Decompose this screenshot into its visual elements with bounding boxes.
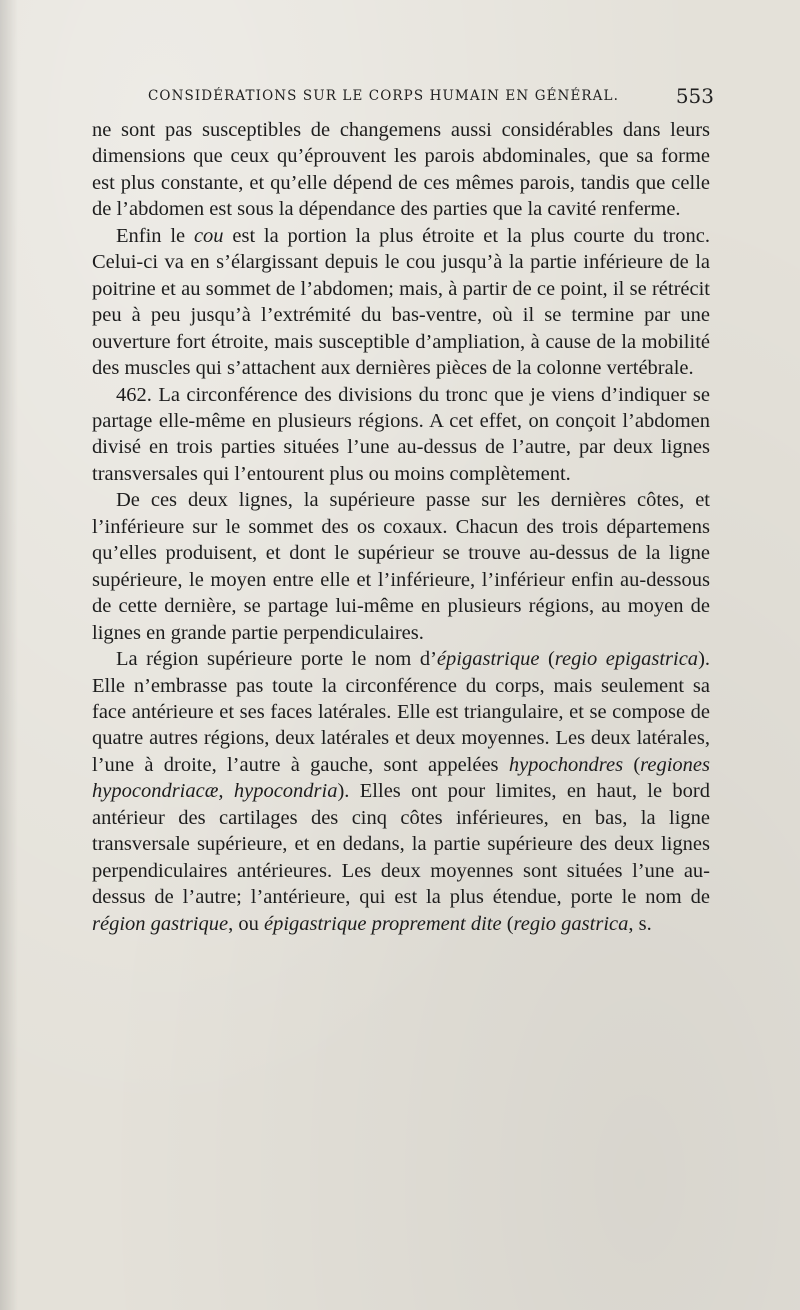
italic-term: regio epigastrica (554, 648, 699, 671)
paragraph (92, 223, 710, 382)
text-run: 462. La circonférence des divisions du tronc que je viens d’indiquer se partage elle-même en plusieurs régions. A cet effet, on conçoit l’abdomen divisé en trois parties situées l’une au-dessus de l’autre, par deux lignes transversales qui l’entourent plus ou moins complètement. (92, 383, 710, 485)
text-run: ( (501, 912, 514, 935)
text-run: De ces deux lignes, la supérieure passe sur les dernières côtes, et l’inférieure sur le sommet des os coxaux. Chacun des trois départemens qu’elles produisent, et dont le supérieur se trouve au-dessus de la ligne supérieure, le moyen entre elle et l’inférieure, l’inférieur enfin au-dessous de cette dernière, se partage lui-même en plusieurs régions, au moyen de lignes en grande partie perpendiculaires. (92, 489, 710, 644)
text-run: , ou (228, 912, 264, 935)
italic-term: regiones hypocondriacæ, hypocondria (92, 753, 711, 803)
text-run: ). Elle n’embrasse pas toute la circonférence du corps, mais seulement sa face antérieure et ses faces latérales. Elle est triangulaire, et se compose de quatre autres régions, deux latérales et deux moyennes. Les deux latérales, l’une à droite, l’autre à gauche, sont appelées (92, 648, 711, 776)
text-run: ( (623, 753, 641, 776)
paragraph (92, 382, 710, 488)
body-text (92, 117, 710, 937)
paragraph (92, 646, 710, 937)
page-number: 553 (675, 84, 714, 108)
text-run: , s. (628, 912, 652, 935)
italic-term: hypochondres (508, 753, 624, 776)
italic-term: cou (193, 224, 224, 247)
text-run: est la portion la plus étroite et la plus courte du tronc. Celui-ci va en s’élargissant depuis le cou jusqu’à la partie inférieure de la poitrine et au sommet de l’abdomen; mais, à partir de ce point, il se rétrécit peu à peu jusqu’à l’extrémité du bas-ventre, où il se termine par une ouverture fort étroite, mais susceptible d’ampliation, à cause de la mobilité des muscles qui s’attachent aux dernières pièces de la colonne vertébrale. (92, 224, 711, 380)
text-run: ( (539, 648, 555, 671)
text-run: Enfin le (116, 224, 194, 247)
text-run: ne sont pas susceptibles de changemens aussi considérables dans leurs dimensions que ceux qu’éprouvent les parois abdominales, que sa forme est plus constante, et qu’elle dépend de ces mêmes parois, tandis que celle de l’abdomen est sous la dépendance des parties que la cavité renferme. (92, 119, 710, 221)
text-run: La région supérieure porte le nom d’ (116, 648, 437, 671)
text-run: ). Elles ont pour limites, en haut, le bord antérieur des cartilages des cinq côtes inférieures, en bas, la ligne transversale supérieure, et en dedans, la partie supérieure des deux lignes perpendiculaires antérieures. Les deux moyennes sont situées l’une au-dessus de l’autre; l’antérieure, qui est la plus étendue, porte le nom de (92, 780, 710, 909)
italic-term: épigastrique (436, 648, 540, 671)
page-gutter-shadow (0, 0, 18, 1310)
italic-term: épigastrique proprement dite (263, 912, 502, 935)
paragraph (92, 117, 710, 223)
italic-term: regio gastrica (513, 912, 629, 935)
paragraph (92, 487, 710, 646)
running-title: CONSIDÉRATIONS SUR LE CORPS HUMAIN EN GÉNÉRAL. (148, 88, 619, 104)
italic-term: région gastrique (92, 912, 229, 935)
